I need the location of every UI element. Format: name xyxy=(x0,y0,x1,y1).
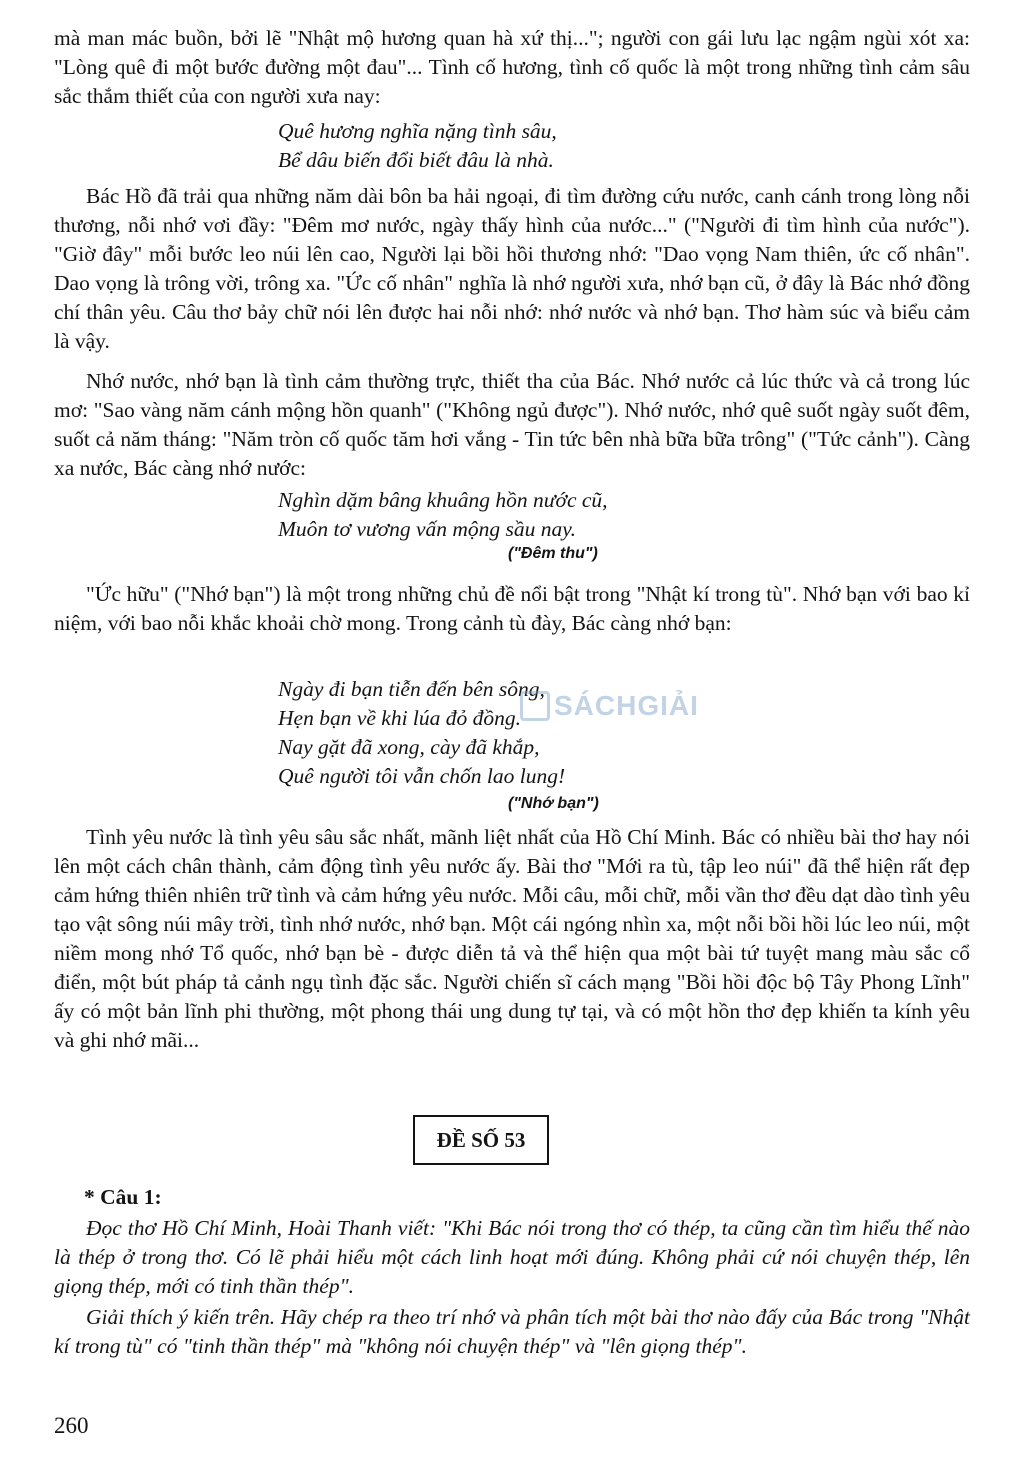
paragraph-nho-nuoc-nho-ban: Nhớ nước, nhớ bạn là tình cảm thường trực, thiết tha của Bác. Nhớ nước cả lúc thức và cả trong lúc mơ: "Sao vàng năm cánh mộng hồn quanh" ("Không ngủ được"). Nhớ nước, nhớ quê suốt ngày suốt đêm, suốt cả năm tháng: "Năm tròn cố quốc tăm hơi vắng - Tin tức bên nhà bữa bữa trông" ("Tức cảnh"). Càng xa nước, Bác càng nhớ nước: xyxy=(54,369,970,480)
poem-source-nho-ban: ("Nhớ bạn") xyxy=(508,795,599,812)
poem-dem-thu xyxy=(278,486,778,544)
poem-source-dem-thu: ("Đêm thu") xyxy=(508,545,598,562)
paragraph-intro: mà man mác buồn, bởi lẽ "Nhật mộ hương quan hà xứ thị..."; người con gái lưu lạc ngậm ngùi xót xa: "Lòng quê đi một bước đường một đau"... Tình cố hương, tình cố quốc là một trong những tình cảm sâu sắc thắm thiết của con người xưa nay: xyxy=(54,26,970,108)
paragraph-bac-ho-nho-nuoc: Bác Hồ đã trải qua những năm dài bôn ba hải ngoại, đi tìm đường cứu nước, canh cánh trong lòng nỗi thương, nỗi nhớ vơi đầy: "Đêm mơ nước, ngày thấy hình của nước..." ("Người đi tìm hình của nước"). "Giờ đây" mỗi bước leo núi lên cao, Người lại bồi hồi thương nhớ: "Dao vọng Nam thiên, ức cố nhân". Dao vọng là trông vời, trông xa. "Ức cố nhân" nghĩa là nhớ người xưa, nhớ bạn cũ, ở đây là Bác nhớ đồng chí thân yêu. Câu thơ bảy chữ nói lên được hai nỗi nhớ: nhớ nước và nhớ bạn. Thơ hàm súc và biểu cảm là vậy. xyxy=(54,184,970,353)
poem-line: Ngày đi bạn tiễn đến bên sông, xyxy=(278,677,545,701)
poem-line: Nay gặt đã xong, cày đã khắp, xyxy=(278,735,540,759)
poem-line: Muôn tơ vương vấn mộng sầu nay. xyxy=(278,517,577,541)
exam-number-box: ĐỀ SỐ 53 xyxy=(413,1115,549,1165)
watermark-text: SÁCHGIẢI xyxy=(554,690,699,721)
question-heading: * Câu 1: xyxy=(84,1185,162,1209)
poem-line: Bể dâu biến đổi biết đâu là nhà. xyxy=(278,148,554,172)
question-quote: Đọc thơ Hồ Chí Minh, Hoài Thanh viết: "Khi Bác nói trong thơ có thép, ta cũng cần tìm hiểu thế nào là thép ở trong thơ. Có lẽ phải hiểu một cách linh hoạt mới đúng. Không phải cứ nói chuyện thép, lên giọng thép, mới có tinh thần thép". xyxy=(54,1216,970,1298)
poem-line: Quê người tôi vẫn chốn lao lung! xyxy=(278,764,566,788)
poem-line: Nghìn dặm bâng khuâng hồn nước cũ, xyxy=(278,488,608,512)
poem-line: Hẹn bạn về khi lúa đỏ đồng. xyxy=(278,706,522,730)
page-number: 260 xyxy=(54,1413,89,1438)
watermark-logo-icon xyxy=(520,691,550,721)
poem-line: Quê hương nghĩa nặng tình sâu, xyxy=(278,119,557,143)
watermark xyxy=(520,690,699,722)
paragraph-tinh-yeu-nuoc: Tình yêu nước là tình yêu sâu sắc nhất, mãnh liệt nhất của Hồ Chí Minh. Bác có nhiều bài thơ hay nói lên một cách chân thành, cảm động tình yêu nước ấy. Bài thơ "Mới ra tù, tập leo núi" đã thể hiện rất đẹp cảm hứng thiên nhiên trữ tình và cảm hứng yêu nước. Mỗi câu, mỗi chữ, mỗi vần thơ đều dạt dào tình yêu tạo vật sông núi mây trời, tình nhớ nước, nhớ bạn. Một cái ngóng nhìn xa, một nỗi bồi hồi lúc leo núi, một niềm mong nhớ Tổ quốc, nhớ bạn bè - được diễn tả và thể hiện qua một bài tứ tuyệt mang màu sắc cổ điển, một bút pháp tả cảnh ngụ tình đặc sắc. Người chiến sĩ cách mạng "Bồi hồi độc bộ Tây Phong Lĩnh" ấy có một bản lĩnh phi thường, một phong thái ung dung tự tại, và có một hồn thơ đẹp khiến ta kính yêu và ghi nhớ mãi... xyxy=(54,825,970,1052)
question-task: Giải thích ý kiến trên. Hãy chép ra theo trí nhớ và phân tích một bài thơ nào đấy của Bác trong "Nhật kí trong tù" có "tinh thần thép" mà "không nói chuyện thép" và "lên giọng thép". xyxy=(54,1305,970,1358)
paragraph-uc-huu: "Ức hữu" ("Nhớ bạn") là một trong những chủ đề nổi bật trong "Nhật kí trong tù". Nhớ bạn với bao kỉ niệm, với bao nỗi khắc khoải chờ mong. Trong cảnh tù đày, Bác càng nhớ bạn: xyxy=(54,582,970,635)
poem-que-huong xyxy=(278,117,778,175)
